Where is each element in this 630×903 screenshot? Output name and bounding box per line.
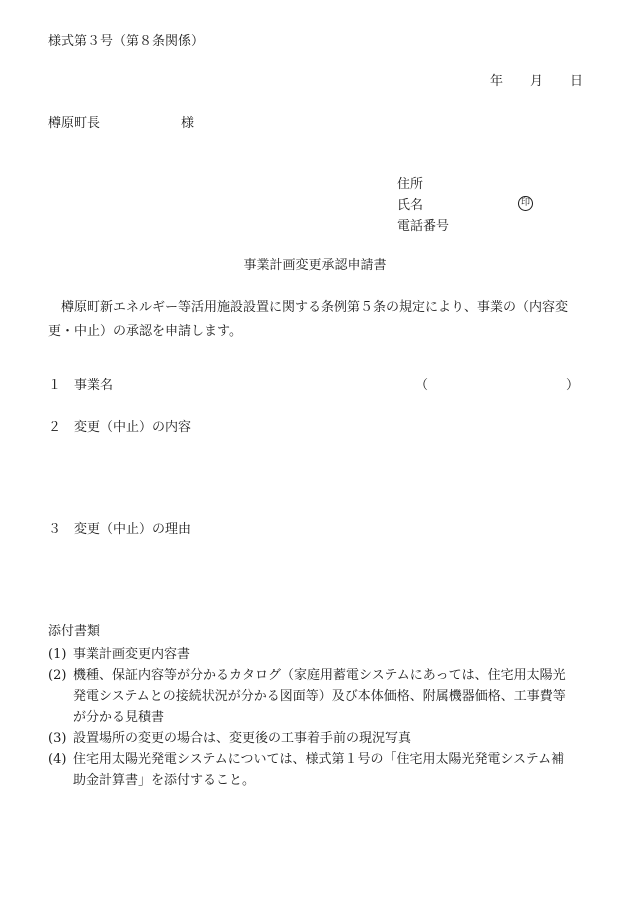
- attachment-text: 機種、保証内容等が分かるカタログ（家庭用蓄電システムにあっては、住宅用太陽光: [73, 668, 566, 683]
- attachment-number: (3): [48, 731, 67, 746]
- attachment-item: [48, 728, 566, 749]
- attachment-number: (1): [48, 647, 67, 662]
- date-day-label: 日: [570, 74, 584, 89]
- attachment-item: [48, 749, 566, 791]
- item-label: 事業名: [74, 378, 114, 393]
- item-number: ２: [48, 420, 62, 435]
- attachment-text: 助金計算書」を添付すること。: [73, 773, 256, 788]
- item-change-reason: [48, 520, 191, 540]
- attachment-item: [48, 644, 566, 665]
- project-name-open-paren: （: [415, 378, 429, 393]
- addressee: [48, 114, 194, 134]
- body-text: [48, 296, 584, 344]
- phone-label: 電話番号: [397, 219, 450, 234]
- attachment-text: 発電システムとの接続状況が分かる図面等）及び本体価格、附属機器価格、工事費等: [73, 689, 566, 704]
- attachment-text: 住宅用太陽光発電システムについては、様式第１号の「住宅用太陽光発電システム補: [73, 752, 565, 767]
- form-number: 様式第３号（第８条関係）: [48, 34, 205, 49]
- body-line-2: 更・中止）の承認を申請します。: [48, 324, 242, 339]
- body-line-1: 樽原町新エネルギー等活用施設設置に関する条例第５条の規定により、事業の（内容変: [61, 300, 569, 315]
- date-field: [490, 72, 583, 92]
- name-label: 氏名: [397, 198, 424, 213]
- date-year-label: 年: [490, 74, 504, 89]
- attachment-item: [48, 665, 566, 728]
- attachments-section: [48, 622, 566, 791]
- item-change-content: [48, 418, 191, 438]
- document-title: 事業計画変更承認申請書: [243, 258, 387, 273]
- item-number: ３: [48, 522, 62, 537]
- attachment-text: が分かる見積書: [73, 710, 165, 725]
- applicant-block: [397, 174, 530, 237]
- item-project-name: [48, 376, 113, 396]
- addressee-mayor: 樽原町長: [48, 116, 101, 131]
- name-row: [397, 195, 530, 216]
- item-label: 変更（中止）の内容: [74, 420, 192, 435]
- attachment-number: (4): [48, 752, 67, 767]
- seal-mark: 印: [518, 196, 533, 211]
- date-month-label: 月: [530, 74, 544, 89]
- attachment-text: 設置場所の変更の場合は、変更後の工事着手前の現況写真: [73, 731, 412, 746]
- addressee-honorific: 様: [181, 116, 195, 131]
- item-label: 変更（中止）の理由: [74, 522, 192, 537]
- address-label: 住所: [397, 177, 424, 192]
- project-name-close-paren: ）: [566, 378, 580, 393]
- item-number: １: [48, 378, 62, 393]
- attachment-text: 事業計画変更内容書: [73, 647, 191, 662]
- attachment-number: (2): [48, 668, 67, 683]
- attachments-heading: 添付書類: [48, 624, 101, 639]
